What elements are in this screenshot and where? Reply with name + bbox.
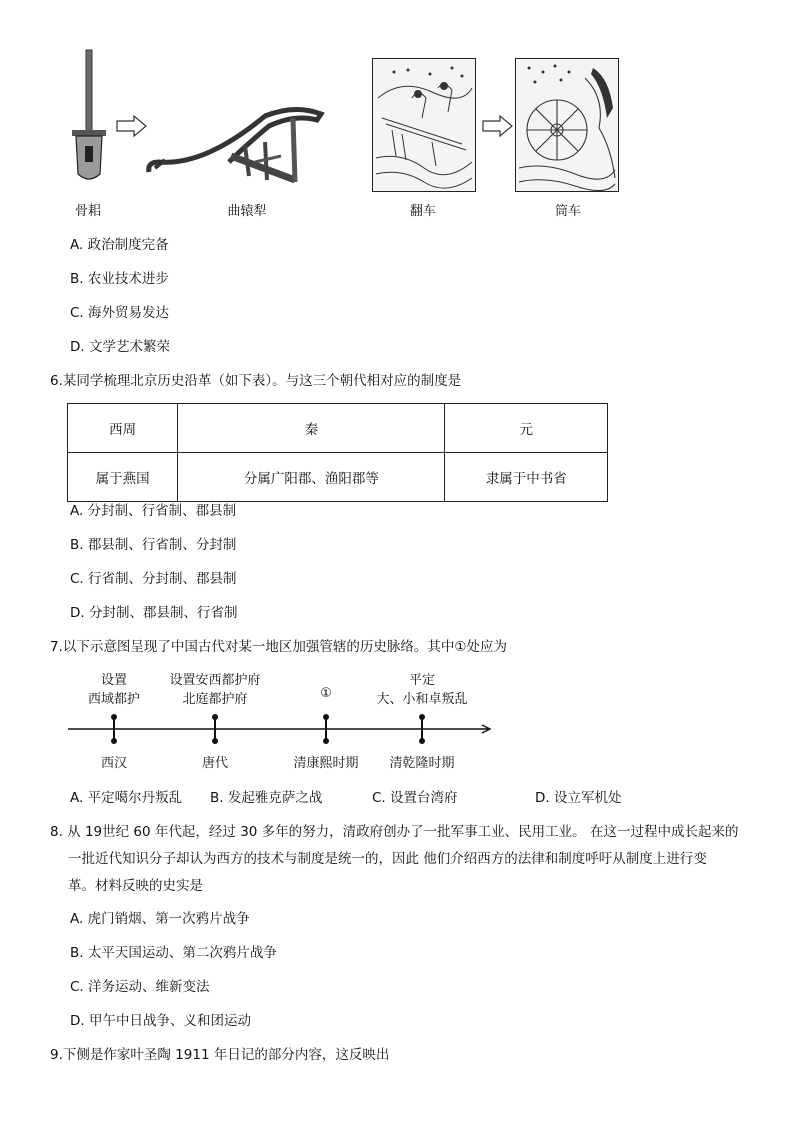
q7-option-b[interactable]: B. 发起雅克萨之战 [210,790,323,806]
q8-stem-line-2: 一批近代知识分子却认为西方的技术与制度是统一的，因此 他们介绍西方的法律和制度呼吁从制度上进行变 [68,851,707,867]
q8-option-c[interactable]: C. 洋务运动、维新变法 [70,979,210,995]
timeline-event-label: 西域都护 [87,692,141,707]
timeline-marker [419,738,425,744]
timeline-marker [111,738,117,744]
q6-option-b[interactable]: B. 郡县制、行省制、分封制 [70,537,237,553]
timeline-event-top: 平定 [408,673,436,688]
curved-plow-image [145,106,325,186]
caption-water-wheel: 筒车 [554,204,581,219]
bone-spade-image [68,48,110,186]
water-wheel-image [515,58,619,192]
q9-stem: 9.下侧是作家叶圣陶 1911 年日记的部分内容，这反映出 [50,1047,390,1063]
q7-option-d[interactable]: D. 设立军机处 [535,790,622,806]
timeline-period: 唐代 [201,756,229,771]
timeline-period: 清康熙时期 [293,756,359,771]
timeline-tick [214,718,216,740]
timeline-period: 清乾隆时期 [389,756,455,771]
timeline-event-label: 北庭都护府 [182,692,248,707]
timeline-event-label: ① [320,686,332,701]
timeline-marker [212,738,218,744]
table-header-cell: 元 [445,404,608,453]
q8-option-d[interactable]: D. 甲午中日战争、义和团运动 [70,1013,251,1029]
q7-option-a[interactable]: A. 平定噶尔丹叛乱 [70,790,183,806]
table-cell: 隶属于中书省 [445,453,608,502]
caption-curved-plow: 曲辕犁 [227,204,267,219]
table-header-row [68,404,608,453]
timeline-event-top: 设置安西都护府 [169,673,261,688]
arrow-right-icon [116,114,148,138]
q6-option-d[interactable]: D. 分封制、郡县制、行省制 [70,605,238,621]
square-pallet-chain-pump-image [372,58,476,192]
timeline-marker [323,738,329,744]
timeline-event-top: 设置 [100,673,128,688]
arrow-right-icon [482,114,514,138]
caption-chain-pump: 翻车 [409,204,436,219]
q8-option-b[interactable]: B. 太平天国运动、第二次鸦片战争 [70,945,277,961]
timeline-axis [68,722,494,736]
q8-stem-line-3: 革。材料反映的史实是 [68,878,203,894]
table-header-cell: 秦 [178,404,445,453]
caption-bone-spade: 骨耜 [74,204,101,219]
timeline-tick [325,718,327,740]
q5-option-c[interactable]: C. 海外贸易发达 [70,305,170,321]
timeline-period: 西汉 [100,756,128,771]
q5-option-b[interactable]: B. 农业技术进步 [70,271,169,287]
q5-option-d[interactable]: D. 文学艺术繁荣 [70,339,170,355]
table-row [68,453,608,502]
q7-stem: 7.以下示意图呈现了中国古代对某一地区加强管辖的历史脉络。其中①处应为 [50,639,507,655]
q6-stem: 6.某同学梳理北京历史沿革（如下表）。与这三个朝代相对应的制度是 [50,373,462,389]
q8-stem-line-1: 8. 从 19世纪 60 年代起，经过 30 多年的努力，清政府创办了一批军事工业、民用工业。 在这一过程中成长起来的 [50,824,739,840]
q6-option-c[interactable]: C. 行省制、分封制、郡县制 [70,571,237,587]
timeline-tick [113,718,115,740]
timeline-tick [421,718,423,740]
q5-option-a[interactable]: A. 政治制度完备 [70,237,169,253]
beijing-history-table [67,403,608,502]
q7-option-c[interactable]: C. 设置台湾府 [372,790,458,806]
table-header-cell: 西周 [68,404,178,453]
q8-option-a[interactable]: A. 虎门销烟、第一次鸦片战争 [70,911,250,927]
timeline-event-label: 大、小和卓叛乱 [376,692,468,707]
q6-option-a[interactable]: A. 分封制、行省制、郡县制 [70,503,237,519]
table-cell: 属于燕国 [68,453,178,502]
table-cell: 分属广阳郡、渔阳郡等 [178,453,445,502]
